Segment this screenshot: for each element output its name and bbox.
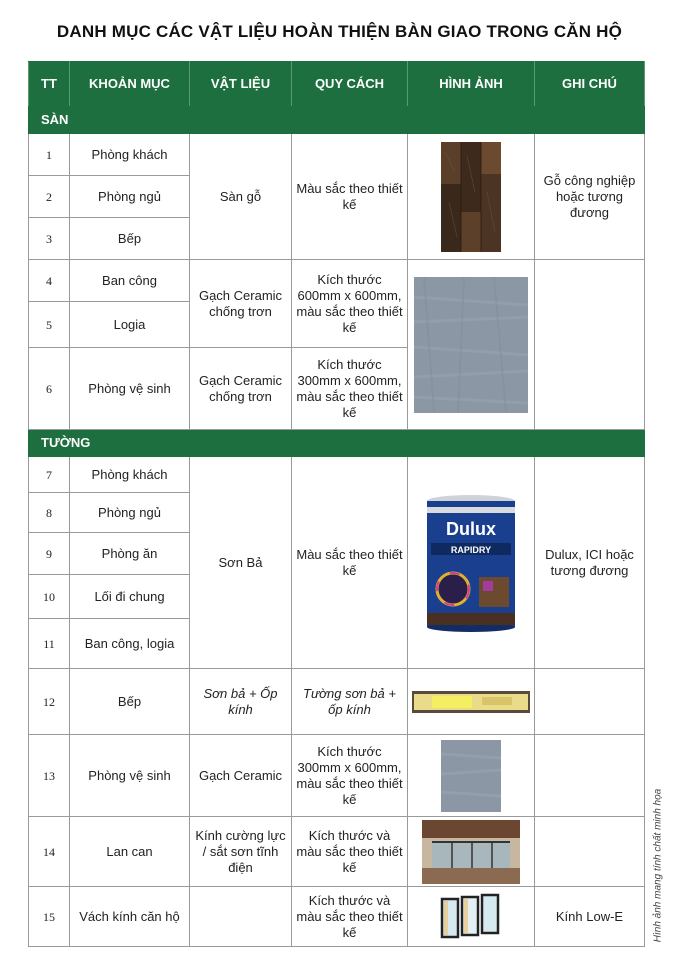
- glass-panel-image: [408, 887, 535, 947]
- row-item: Lan can: [70, 817, 190, 887]
- row-item: Vách kính căn hộ: [70, 887, 190, 947]
- material-cell: Sơn bả + Ốp kính: [190, 669, 292, 735]
- row-number: 7: [29, 457, 70, 493]
- material-cell: Gạch Ceramic chống trơn: [190, 348, 292, 430]
- header-item: KHOẢN MỤC: [70, 62, 190, 107]
- spec-cell: Kích thước và màu sắc theo thiết kế: [292, 887, 408, 947]
- page-title: DANH MỤC CÁC VẬT LIỆU HOÀN THIỆN BÀN GIAO TRONG CĂN HỘ: [56, 22, 623, 41]
- row-item: Lối đi chung: [70, 575, 190, 619]
- row-number: 12: [29, 669, 70, 735]
- row-number: 15: [29, 887, 70, 947]
- row-number: 2: [29, 176, 70, 218]
- spec-cell: Màu sắc theo thiết kế: [292, 457, 408, 669]
- spec-cell: Kích thước 300mm x 600mm, màu sắc theo thiết kế: [292, 735, 408, 817]
- note-cell: [535, 669, 645, 735]
- row-number: 13: [29, 735, 70, 817]
- paint-can-image: [408, 457, 535, 669]
- row-item: Phòng ăn: [70, 533, 190, 575]
- row-number: 9: [29, 533, 70, 575]
- spec-cell: Màu sắc theo thiết kế: [292, 134, 408, 260]
- row-item: Phòng vệ sinh: [70, 348, 190, 430]
- material-cell: Sàn gỗ: [190, 134, 292, 260]
- row-number: 4: [29, 260, 70, 302]
- note-cell: Gỗ công nghiệp hoặc tương đương: [535, 134, 645, 260]
- row-number: 3: [29, 218, 70, 260]
- railing-image: [408, 817, 535, 887]
- note-cell: Kính Low-E: [535, 887, 645, 947]
- row-number: 6: [29, 348, 70, 430]
- row-number: 11: [29, 619, 70, 669]
- paint-product: RAPIDRY: [450, 544, 492, 555]
- wood-floor-image: [408, 134, 535, 260]
- material-cell: Sơn Bả: [190, 457, 292, 669]
- note-cell: [535, 260, 645, 430]
- table-row: [29, 887, 645, 947]
- wc-tile-image: [408, 735, 535, 817]
- row-item: Phòng khách: [70, 457, 190, 493]
- note-cell: [535, 735, 645, 817]
- row-number: 14: [29, 817, 70, 887]
- paint-brand: Dulux: [445, 518, 497, 539]
- material-cell: Gạch Ceramic chống trơn: [190, 260, 292, 348]
- row-item: Phòng vệ sinh: [70, 735, 190, 817]
- header-material: VẬT LIỆU: [190, 62, 292, 107]
- row-item: Phòng ngủ: [70, 493, 190, 533]
- row-number: 5: [29, 302, 70, 348]
- table-row: [29, 669, 645, 735]
- row-item: Bếp: [70, 218, 190, 260]
- spec-cell: Kích thước 300mm x 600mm, màu sắc theo thiết kế: [292, 348, 408, 430]
- material-cell: Gạch Ceramic: [190, 735, 292, 817]
- note-cell: Dulux, ICI hoặc tương đương: [535, 457, 645, 669]
- row-item: Logia: [70, 302, 190, 348]
- row-item: Bếp: [70, 669, 190, 735]
- material-cell: [190, 887, 292, 947]
- table-row: [29, 260, 645, 302]
- row-item: Ban công: [70, 260, 190, 302]
- material-cell: Kính cường lực / sắt sơn tĩnh điện: [190, 817, 292, 887]
- table-row: [29, 457, 645, 493]
- row-item: Ban công, logia: [70, 619, 190, 669]
- header-spec: QUY CÁCH: [292, 62, 408, 107]
- side-note: Hình ảnh mang tính chất minh họa: [652, 788, 664, 943]
- ceramic-tile-image: [408, 260, 535, 430]
- row-number: 8: [29, 493, 70, 533]
- row-number: 10: [29, 575, 70, 619]
- header-image: HÌNH ẢNH: [408, 62, 535, 107]
- header-note: GHI CHÚ: [535, 62, 645, 107]
- row-item: Phòng khách: [70, 134, 190, 176]
- row-item: Phòng ngủ: [70, 176, 190, 218]
- section-wall: TƯỜNG: [29, 430, 645, 457]
- table-row: [29, 735, 645, 817]
- kitchen-glass-image: [408, 669, 535, 735]
- row-number: 1: [29, 134, 70, 176]
- table-header-row: [29, 62, 645, 107]
- spec-cell: Kích thước 600mm x 600mm, màu sắc theo thiết kế: [292, 260, 408, 348]
- table-row: [29, 817, 645, 887]
- section-floor: SÀN: [29, 107, 645, 134]
- spec-cell: Tường sơn bả + ốp kính: [292, 669, 408, 735]
- table-row: [29, 134, 645, 176]
- materials-table: [28, 61, 645, 947]
- header-tt: TT: [29, 62, 70, 107]
- spec-cell: Kích thước và màu sắc theo thiết kế: [292, 817, 408, 887]
- note-cell: [535, 817, 645, 887]
